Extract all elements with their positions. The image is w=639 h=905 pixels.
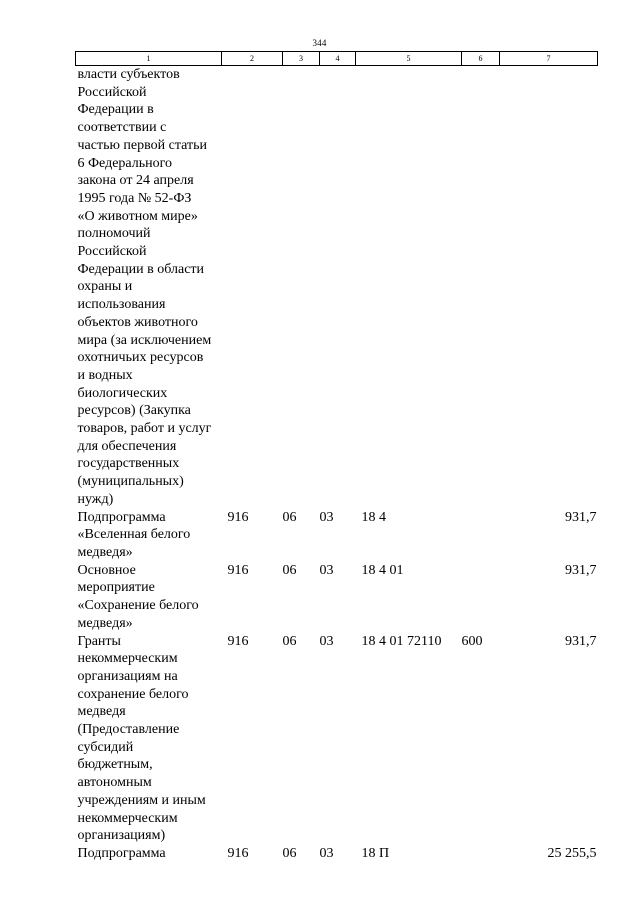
row-name: Гранты некоммерческим организациям на сохранение белого медведя (Предоставление субсидий бюджетным, автономным учреждениям и иным некоммерческим организациям) [77,633,206,844]
row-subsection-code: 03 [319,633,334,649]
row-ministry-code: 916 [227,633,249,649]
row-name: Основное мероприятие «Сохранение белого медведя» [77,562,199,631]
row-section-code: 06 [282,845,297,861]
row-amount: 931,7 [565,633,597,649]
row-ministry-code: 916 [227,509,249,525]
page-number: 344 [312,38,327,48]
budget-table [75,51,598,863]
row-amount: 931,7 [565,509,597,525]
table-row [76,633,598,845]
column-number-4: 4 [320,52,356,66]
column-number-5: 5 [356,52,462,66]
row-target-code [356,66,462,509]
row-section-code [283,66,320,509]
row-target-code: 18 П [361,845,390,861]
column-number-header-row [76,52,598,66]
table-row [76,66,598,509]
table-row [76,562,598,633]
row-target-code: 18 4 01 72110 [361,633,442,649]
row-subsection-code [320,66,356,509]
row-subsection-code: 03 [319,509,334,525]
column-number-2: 2 [222,52,283,66]
row-expense-type [462,845,500,863]
table-row [76,509,598,562]
row-amount: 25 255,5 [547,845,597,861]
row-name: Подпрограмма [77,845,166,861]
row-expense-type [462,562,500,633]
column-number-3: 3 [283,52,320,66]
row-expense-type [462,509,500,562]
row-section-code: 06 [282,633,297,649]
row-expense-type: 600 [461,633,483,649]
row-expense-type [462,66,500,509]
row-target-code: 18 4 01 [361,562,404,578]
row-ministry-code [222,66,283,509]
table-row [76,845,598,863]
column-number-1: 1 [76,52,222,66]
row-target-code: 18 4 [361,509,386,525]
row-section-code: 06 [282,509,297,525]
row-ministry-code: 916 [227,562,249,578]
row-subsection-code: 03 [319,845,334,861]
row-amount [500,66,598,509]
row-subsection-code: 03 [319,562,334,578]
column-number-7: 7 [500,52,598,66]
row-amount: 931,7 [565,562,597,578]
row-ministry-code: 916 [227,845,249,861]
column-number-6: 6 [462,52,500,66]
row-section-code: 06 [282,562,297,578]
row-name: Подпрограмма «Вселенная белого медведя» [77,509,191,560]
row-name: власти субъектов Российской Федерации в соответствии с частью первой статьи 6 Федерального закона от 24 апреля 1995 года № 52-ФЗ «О животном мире» полномочий Российской Федерации в области охраны и использования объектов животного мира (за исключением охотничьих ресурсов и водных биологических ресурсов) (Закупка товаров, работ и услуг для обеспечения государственных (муниципальных) нужд) [77,67,212,507]
